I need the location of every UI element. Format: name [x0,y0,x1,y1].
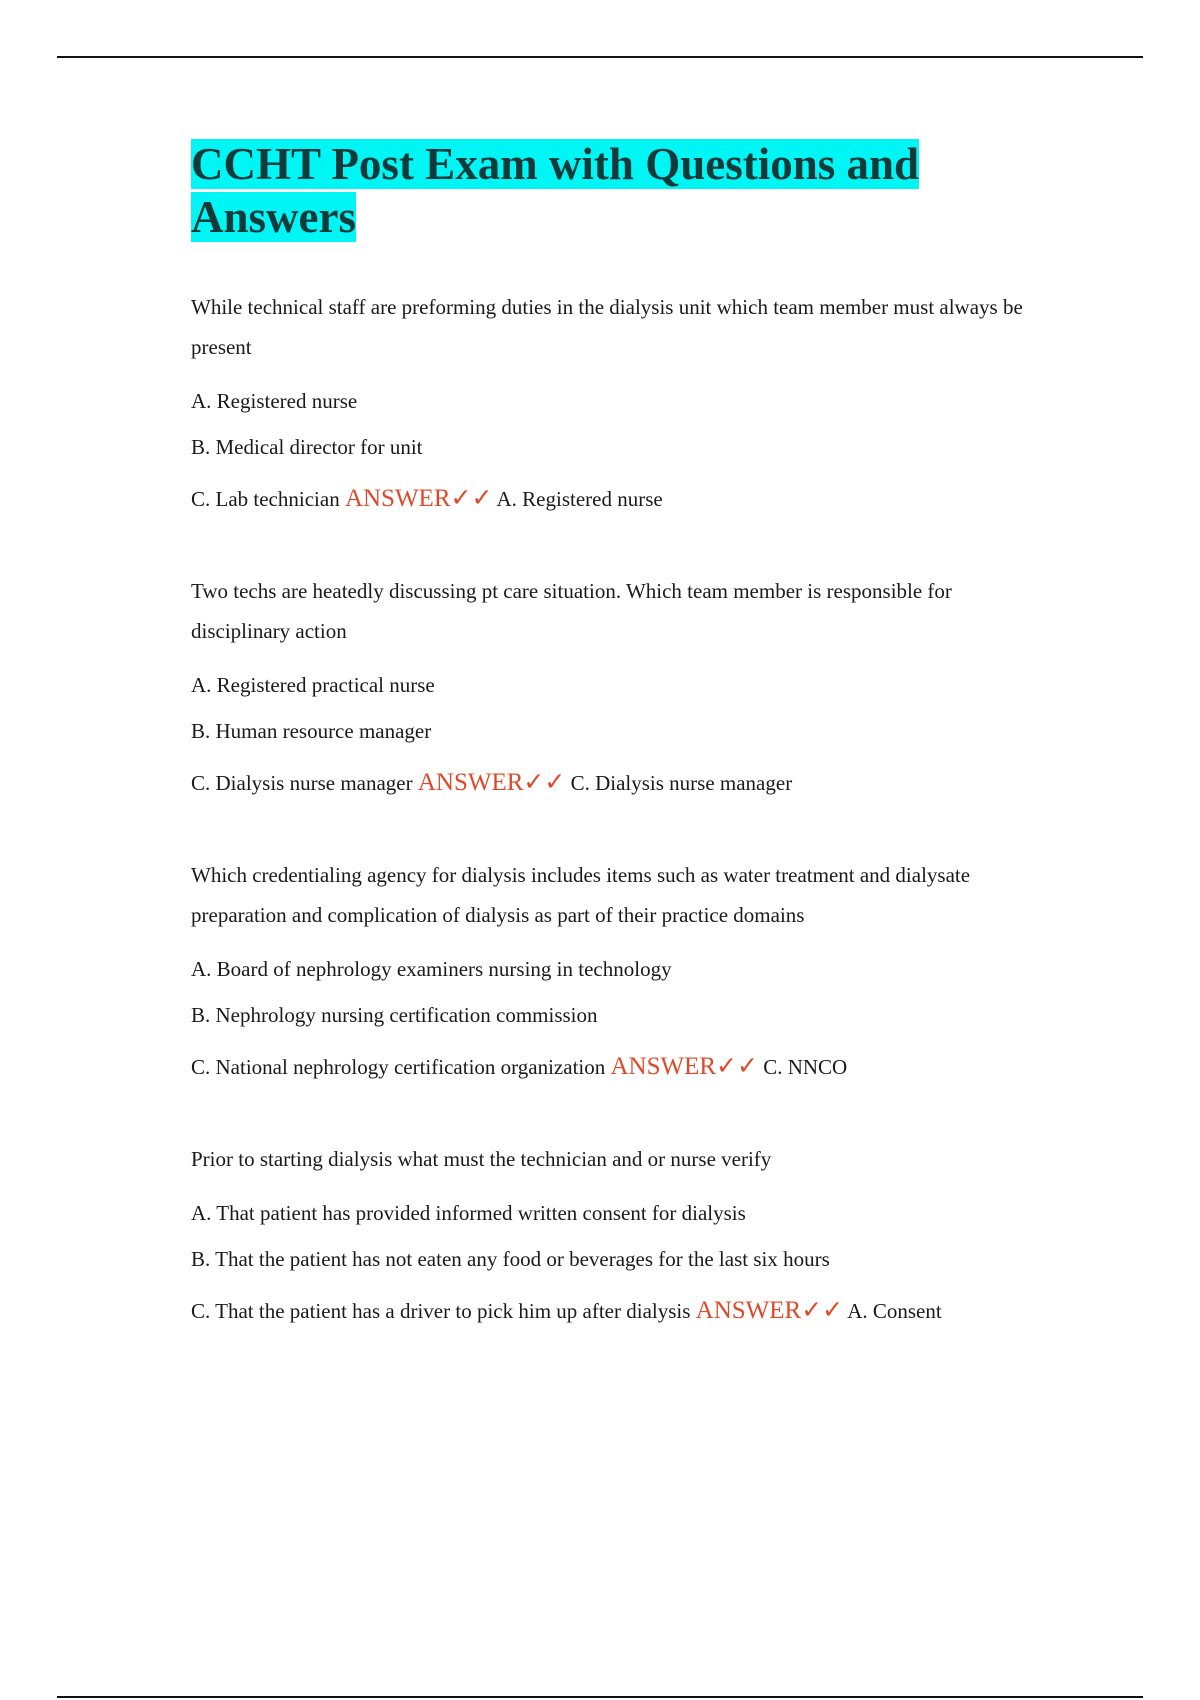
question-text: Which credentialing agency for dialysis includes items such as water treatment and dialysate preparation and complication of dialysis as part of their practice domains [191,863,971,927]
answer-text: A. Registered nurse [496,487,663,511]
question-block [191,855,1051,1079]
question-block [191,287,1051,511]
option-b: B. Human resource manager [191,719,432,743]
option-c-with-answer [191,771,1051,795]
option-b: B. Medical director for unit [191,435,423,459]
page-bottom-rule [57,1696,1143,1698]
answer-label: ANSWER✓✓ [417,769,566,796]
answer-text: C. NNCO [763,1055,848,1079]
option-c-with-answer [191,487,1051,511]
option-c: C. Lab technician [191,487,340,511]
answer-text: A. Consent [847,1299,942,1323]
option-c: C. That the patient has a driver to pick him up after dialysis [191,1299,691,1323]
question-text: Two techs are heatedly discussing pt care situation. Which team member is responsible for disciplinary action [191,579,952,643]
question-text: Prior to starting dialysis what must the technician and or nurse verify [191,1147,772,1171]
document-body [191,138,1051,1323]
option-a: A. That patient has provided informed written consent for dialysis [191,1201,746,1225]
option-a: A. Registered practical nurse [191,673,435,697]
answer-label: ANSWER✓✓ [344,485,493,512]
option-a: A. Registered nurse [191,389,358,413]
option-a: A. Board of nephrology examiners nursing in technology [191,957,672,981]
option-b: B. That the patient has not eaten any food or beverages for the last six hours [191,1247,830,1271]
option-b: B. Nephrology nursing certification commission [191,1003,598,1027]
option-c-with-answer [191,1299,1051,1323]
option-c: C. Dialysis nurse manager [191,771,413,795]
title-line-1: CCHT Post Exam with Questions and [191,139,920,189]
document-title [191,138,1051,244]
option-c: C. National nephrology certification organization [191,1055,606,1079]
page-top-rule [57,56,1143,58]
question-block [191,1139,1051,1323]
option-c-with-answer [191,1055,1051,1079]
answer-label: ANSWER✓✓ [695,1297,844,1324]
question-block [191,571,1051,795]
title-line-2: Answers [191,192,356,242]
question-text: While technical staff are preforming duties in the dialysis unit which team member must always be present [191,295,1023,359]
answer-label: ANSWER✓✓ [610,1053,758,1080]
answer-text: C. Dialysis nurse manager [570,771,793,795]
